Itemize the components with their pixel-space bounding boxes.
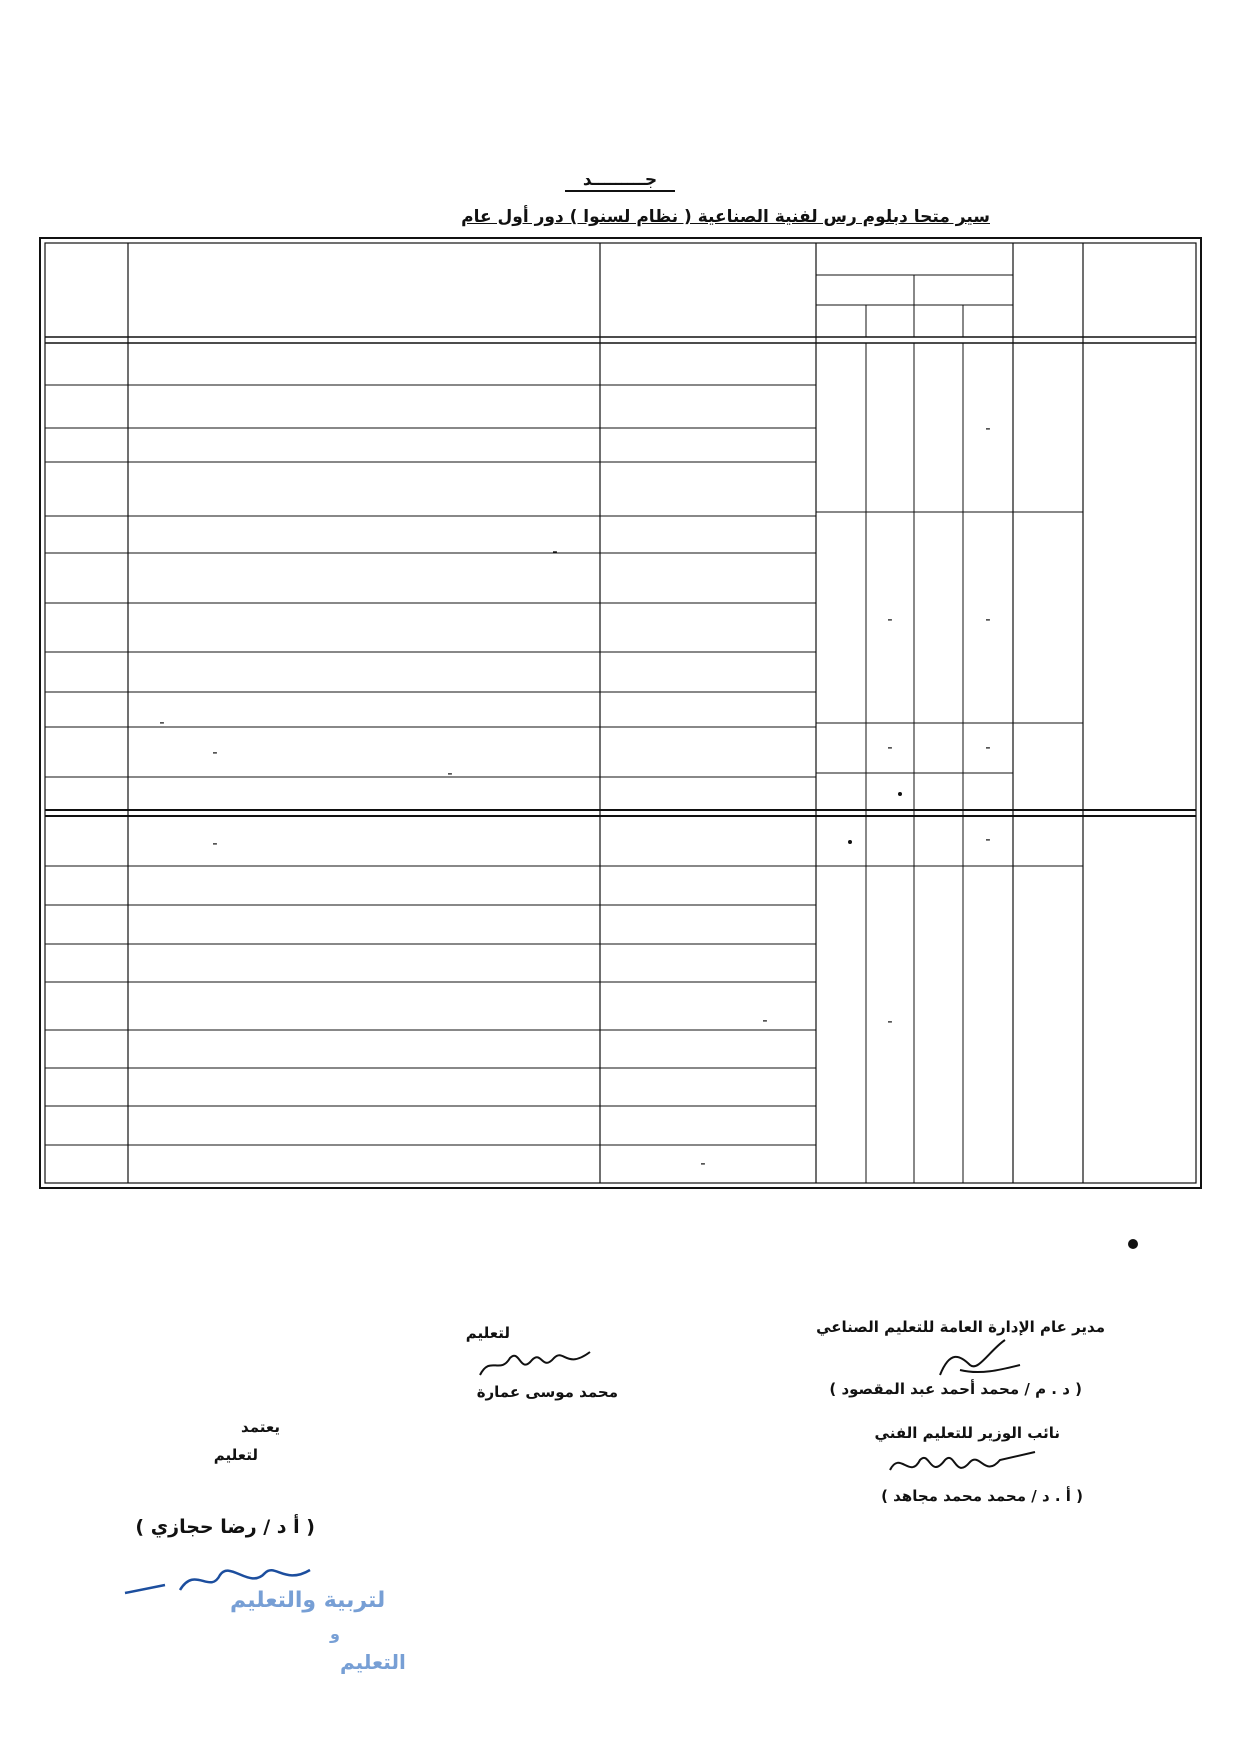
dot-mark xyxy=(898,792,902,796)
stamp-line1: لتربية والتعليم xyxy=(230,1588,386,1613)
table-inner-border xyxy=(45,243,1196,1183)
cell-mark: - xyxy=(985,419,991,437)
cell-mark: - xyxy=(159,713,165,731)
cell-mark: - xyxy=(887,1012,893,1030)
cell-mark: - xyxy=(212,743,218,761)
approval-label: يعتمد xyxy=(241,1418,280,1436)
signer-right-name: ( د . م / محمد أحمد عبد المقصود ) xyxy=(829,1380,1082,1398)
signer-right-name2: ( أ . د / محمد محمد مجاهد ) xyxy=(881,1487,1083,1505)
signer-right-title2: نائب الوزير للتعليم الفني xyxy=(874,1424,1060,1442)
table-outer-border xyxy=(40,238,1201,1188)
cell-mark: - xyxy=(985,610,991,628)
cell-mark: - xyxy=(985,738,991,756)
cell-mark: - xyxy=(552,542,558,560)
document-title: جـــــــــد xyxy=(0,170,1240,190)
cell-mark: - xyxy=(447,764,453,782)
dot-mark xyxy=(848,840,852,844)
cell-mark: - xyxy=(762,1011,768,1029)
stamp-line2: و xyxy=(330,1624,340,1643)
signer-middle-name: محمد موسى عمارة xyxy=(476,1383,618,1401)
cell-mark: - xyxy=(985,830,991,848)
cell-mark: - xyxy=(887,738,893,756)
signer-right-title: مدير عام الإدارة العامة للتعليم الصناعي xyxy=(816,1318,1105,1336)
signer-left-title: لتعليم xyxy=(213,1446,258,1464)
signature-scribble xyxy=(470,1340,600,1385)
signer-middle-title: لتعليم xyxy=(465,1324,510,1342)
bullet-dot xyxy=(1128,1239,1138,1249)
cell-mark: - xyxy=(700,1154,706,1172)
cell-mark: - xyxy=(887,610,893,628)
stamp-line3: التعليم xyxy=(340,1650,406,1674)
signature-scribble xyxy=(870,1440,1050,1490)
signer-left-name: ( أ د / رضا حجازي ) xyxy=(135,1516,315,1538)
document-subtitle: سير متحا دبلوم رس لفنية الصناعية ( نظام لسنوا ) دور أول عام xyxy=(461,207,990,227)
cell-mark: - xyxy=(212,834,218,852)
